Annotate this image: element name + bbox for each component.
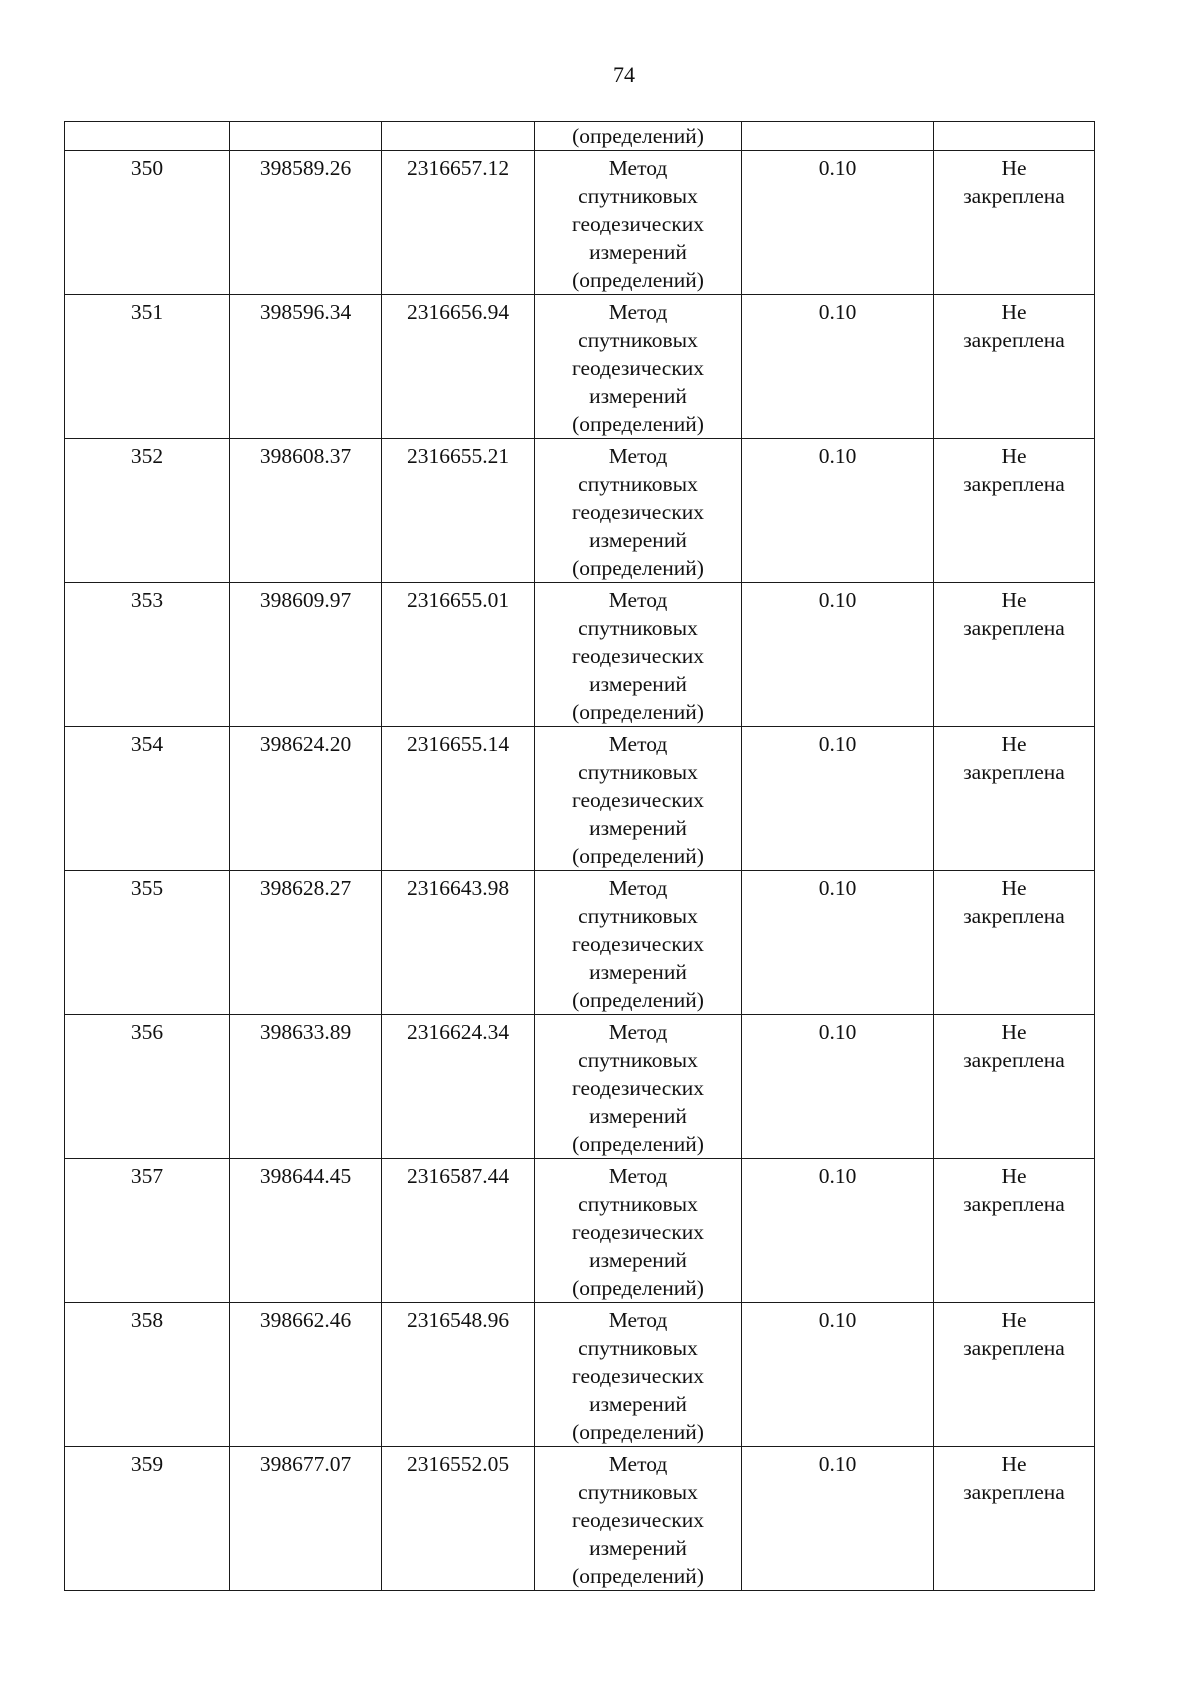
method-line: спутниковых — [578, 472, 698, 496]
fixing-line: закреплена — [963, 184, 1065, 208]
y-coordinate-cell: 2316552.05 — [382, 1447, 535, 1591]
table-row — [65, 583, 1095, 727]
accuracy-cell: 0.10 — [742, 295, 934, 439]
method-continuation-cell: (определений) — [535, 122, 742, 151]
cell-empty — [742, 122, 934, 151]
method-line: Метод — [608, 1020, 668, 1044]
fixing-line: закреплена — [963, 760, 1065, 784]
fixing-cell — [934, 1159, 1095, 1303]
method-cell — [535, 727, 742, 871]
method-line: спутниковых — [578, 760, 698, 784]
y-coordinate-cell: 2316656.94 — [382, 295, 535, 439]
method-cell — [535, 871, 742, 1015]
fixing-line: Не — [1001, 444, 1027, 468]
x-coordinate-cell: 398633.89 — [230, 1015, 382, 1159]
y-coordinate-cell: 2316655.14 — [382, 727, 535, 871]
cell-empty — [934, 122, 1095, 151]
method-cell — [535, 1447, 742, 1591]
x-coordinate-cell: 398677.07 — [230, 1447, 382, 1591]
fixing-cell — [934, 1447, 1095, 1591]
table-row — [65, 1015, 1095, 1159]
fixing-cell — [934, 583, 1095, 727]
fixing-line: закреплена — [963, 472, 1065, 496]
accuracy-cell: 0.10 — [742, 1303, 934, 1447]
method-line: Метод — [608, 588, 668, 612]
point-number-cell: 359 — [65, 1447, 230, 1591]
method-cell — [535, 439, 742, 583]
point-number-cell: 356 — [65, 1015, 230, 1159]
point-number-cell: 357 — [65, 1159, 230, 1303]
accuracy-cell: 0.10 — [742, 1015, 934, 1159]
fixing-cell — [934, 727, 1095, 871]
fixing-line: закреплена — [963, 328, 1065, 352]
point-number-cell: 355 — [65, 871, 230, 1015]
accuracy-cell: 0.10 — [742, 439, 934, 583]
method-line: спутниковых — [578, 184, 698, 208]
table-row — [65, 439, 1095, 583]
table-row — [65, 151, 1095, 295]
x-coordinate-cell: 398608.37 — [230, 439, 382, 583]
fixing-cell — [934, 871, 1095, 1015]
point-number-cell: 352 — [65, 439, 230, 583]
method-cell — [535, 1303, 742, 1447]
coordinates-table — [64, 121, 1095, 1591]
fixing-line: закреплена — [963, 1192, 1065, 1216]
method-line: измерений — [589, 672, 687, 696]
x-coordinate-cell: 398596.34 — [230, 295, 382, 439]
cell-empty — [382, 122, 535, 151]
method-line: Метод — [608, 444, 668, 468]
method-line: геодезических — [571, 1364, 705, 1388]
method-line: геодезических — [571, 1220, 705, 1244]
method-line: геодезических — [571, 788, 705, 812]
fixing-line: Не — [1001, 1020, 1027, 1044]
method-line: геодезических — [571, 932, 705, 956]
method-line: измерений — [589, 384, 687, 408]
method-line: (определений) — [572, 1420, 704, 1444]
y-coordinate-cell: 2316587.44 — [382, 1159, 535, 1303]
method-line: спутниковых — [578, 328, 698, 352]
fixing-line: закреплена — [963, 616, 1065, 640]
accuracy-cell: 0.10 — [742, 151, 934, 295]
table-row — [65, 295, 1095, 439]
method-line: (определений) — [572, 268, 704, 292]
x-coordinate-cell: 398609.97 — [230, 583, 382, 727]
method-line: спутниковых — [578, 1192, 698, 1216]
method-line: (определений) — [572, 412, 704, 436]
method-line: спутниковых — [578, 1048, 698, 1072]
method-cell — [535, 1159, 742, 1303]
method-line: измерений — [589, 816, 687, 840]
method-line: (определений) — [572, 1132, 704, 1156]
fixing-cell — [934, 151, 1095, 295]
method-cell — [535, 583, 742, 727]
method-line: Метод — [608, 732, 668, 756]
point-number-cell: 358 — [65, 1303, 230, 1447]
method-line: измерений — [589, 528, 687, 552]
fixing-cell — [934, 439, 1095, 583]
table-row — [65, 1159, 1095, 1303]
method-line: геодезических — [571, 356, 705, 380]
method-line: геодезических — [571, 1508, 705, 1532]
fixing-line: Не — [1001, 588, 1027, 612]
fixing-cell — [934, 295, 1095, 439]
fixing-line: закреплена — [963, 1048, 1065, 1072]
table-row — [65, 1303, 1095, 1447]
fixing-line: Не — [1001, 156, 1027, 180]
fixing-line: Не — [1001, 732, 1027, 756]
method-cell — [535, 151, 742, 295]
accuracy-cell: 0.10 — [742, 583, 934, 727]
method-line: Метод — [608, 1308, 668, 1332]
method-line: Метод — [608, 156, 668, 180]
cell-empty — [230, 122, 382, 151]
method-line: геодезических — [571, 500, 705, 524]
point-number-cell: 351 — [65, 295, 230, 439]
x-coordinate-cell: 398644.45 — [230, 1159, 382, 1303]
method-line: геодезических — [571, 212, 705, 236]
table-row — [65, 727, 1095, 871]
accuracy-cell: 0.10 — [742, 871, 934, 1015]
method-cell — [535, 295, 742, 439]
method-line: измерений — [589, 1248, 687, 1272]
method-line: (определений) — [572, 844, 704, 868]
method-line: (определений) — [572, 1276, 704, 1300]
method-line: измерений — [589, 1392, 687, 1416]
method-cell — [535, 1015, 742, 1159]
continuation-row — [65, 122, 1095, 151]
y-coordinate-cell: 2316643.98 — [382, 871, 535, 1015]
y-coordinate-cell: 2316657.12 — [382, 151, 535, 295]
method-line: измерений — [589, 1104, 687, 1128]
y-coordinate-cell: 2316655.21 — [382, 439, 535, 583]
method-line: (определений) — [572, 1564, 704, 1588]
accuracy-cell: 0.10 — [742, 1159, 934, 1303]
table-row — [65, 1447, 1095, 1591]
point-number-cell: 350 — [65, 151, 230, 295]
method-line: (определений) — [572, 988, 704, 1012]
y-coordinate-cell: 2316548.96 — [382, 1303, 535, 1447]
fixing-line: закреплена — [963, 1480, 1065, 1504]
x-coordinate-cell: 398662.46 — [230, 1303, 382, 1447]
method-line: спутниковых — [578, 1336, 698, 1360]
y-coordinate-cell: 2316655.01 — [382, 583, 535, 727]
method-line: измерений — [589, 960, 687, 984]
method-line: Метод — [608, 300, 668, 324]
accuracy-cell: 0.10 — [742, 727, 934, 871]
method-line: измерений — [589, 1536, 687, 1560]
fixing-line: Не — [1001, 1308, 1027, 1332]
fixing-line: закреплена — [963, 904, 1065, 928]
point-number-cell: 354 — [65, 727, 230, 871]
fixing-line: Не — [1001, 1452, 1027, 1476]
page-number: 74 — [613, 62, 635, 87]
method-line: спутниковых — [578, 616, 698, 640]
accuracy-cell: 0.10 — [742, 1447, 934, 1591]
cell-empty — [65, 122, 230, 151]
table-row — [65, 871, 1095, 1015]
fixing-line: Не — [1001, 1164, 1027, 1188]
point-number-cell: 353 — [65, 583, 230, 727]
method-line: спутниковых — [578, 1480, 698, 1504]
x-coordinate-cell: 398589.26 — [230, 151, 382, 295]
fixing-line: Не — [1001, 876, 1027, 900]
method-line: измерений — [589, 240, 687, 264]
method-line: спутниковых — [578, 904, 698, 928]
method-line: геодезических — [571, 644, 705, 668]
method-line: геодезических — [571, 1076, 705, 1100]
fixing-line: Не — [1001, 300, 1027, 324]
method-line: Метод — [608, 1164, 668, 1188]
y-coordinate-cell: 2316624.34 — [382, 1015, 535, 1159]
fixing-cell — [934, 1015, 1095, 1159]
fixing-line: закреплена — [963, 1336, 1065, 1360]
method-line: Метод — [608, 1452, 668, 1476]
method-line: (определений) — [572, 556, 704, 580]
method-line: Метод — [608, 876, 668, 900]
x-coordinate-cell: 398624.20 — [230, 727, 382, 871]
method-line: (определений) — [572, 700, 704, 724]
x-coordinate-cell: 398628.27 — [230, 871, 382, 1015]
fixing-cell — [934, 1303, 1095, 1447]
